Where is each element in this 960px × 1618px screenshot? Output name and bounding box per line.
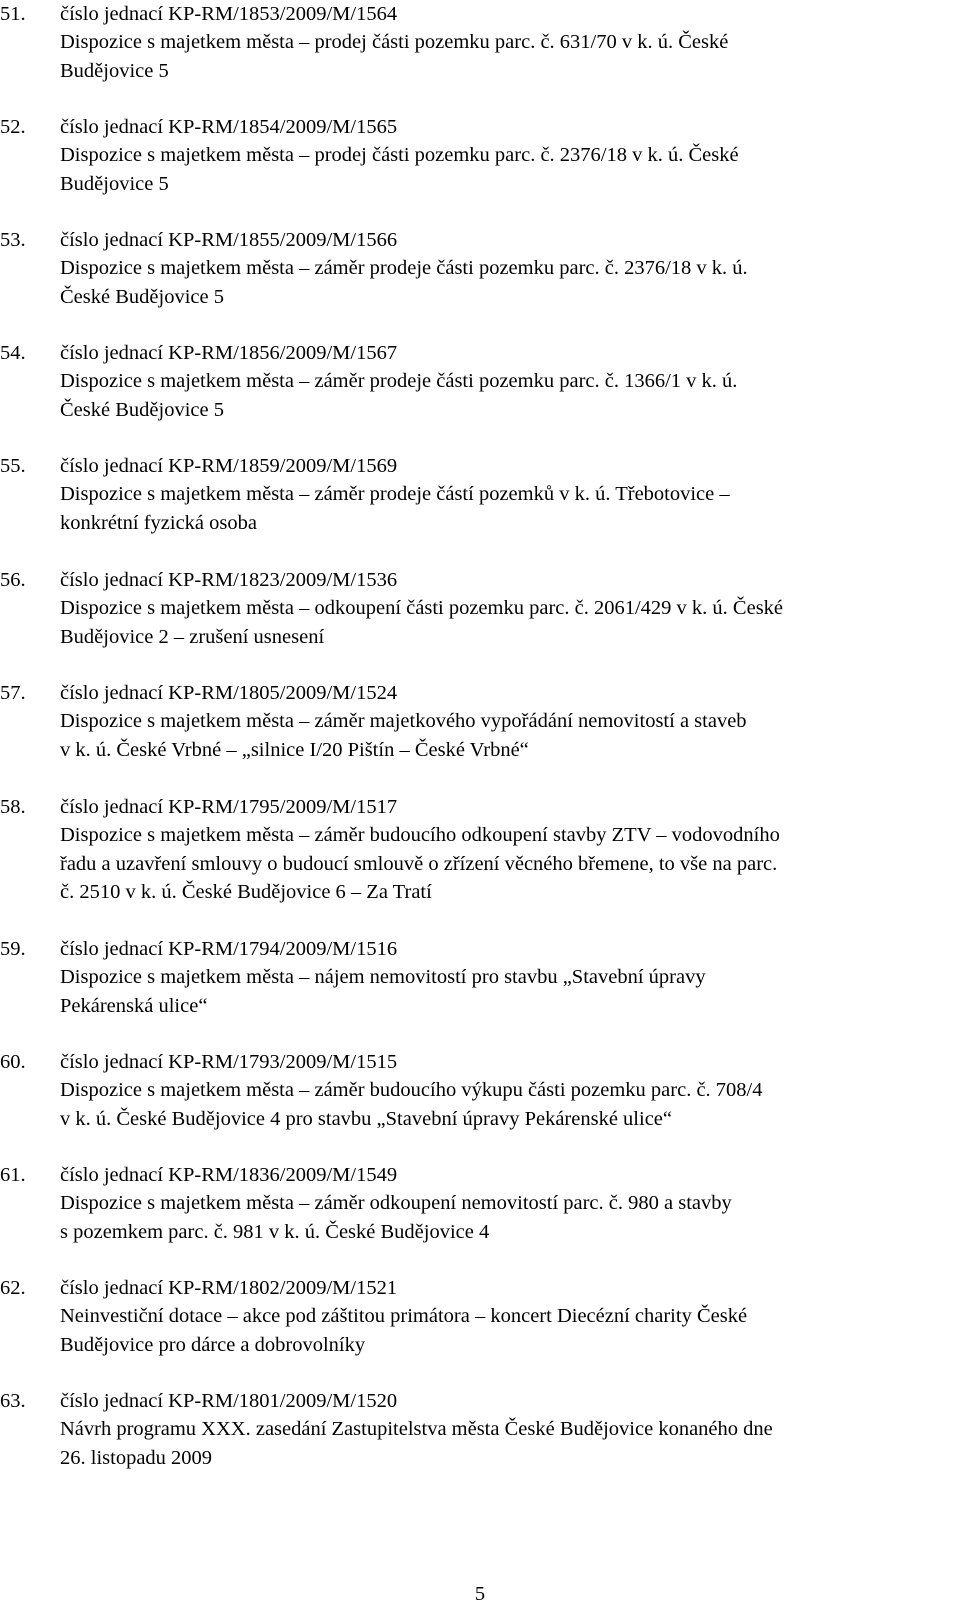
item-body bbox=[60, 1387, 944, 1472]
item-number: 58. bbox=[0, 796, 26, 818]
item-number: 61. bbox=[0, 1164, 26, 1186]
item-title-line: Dispozice s majetkem města – záměr odkoupení nemovitostí parc. č. 980 a stavby bbox=[60, 1192, 732, 1215]
item-title-line: Budějovice pro dárce a dobrovolníky bbox=[60, 1333, 366, 1356]
item-number: 53. bbox=[0, 229, 26, 251]
item-reference: číslo jednací KP-RM/1801/2009/M/1520 bbox=[60, 1390, 398, 1412]
item-title-line: Dispozice s majetkem města – nájem nemovitostí pro stavbu „Stavební úpravy bbox=[60, 966, 706, 989]
item-title-line: Dispozice s majetkem města – záměr prodeje části pozemku parc. č. 1366/1 v k. ú. bbox=[60, 370, 738, 393]
item-number: 62. bbox=[0, 1277, 26, 1299]
item-title-line: Budějovice 5 bbox=[60, 172, 169, 195]
item-reference: číslo jednací KP-RM/1805/2009/M/1524 bbox=[60, 682, 398, 704]
item-number: 55. bbox=[0, 455, 26, 477]
item-title-line: Dispozice s majetkem města – záměr budoucího odkoupení stavby ZTV – vodovodního bbox=[60, 824, 780, 847]
item-title-line: Dispozice s majetkem města – prodej části pozemku parc. č. 2376/18 v k. ú. České bbox=[60, 144, 739, 167]
item-number: 51. bbox=[0, 3, 26, 25]
item-reference: číslo jednací KP-RM/1855/2009/M/1566 bbox=[60, 229, 398, 251]
item-title-line: konkrétní fyzická osoba bbox=[60, 511, 257, 534]
item-reference: číslo jednací KP-RM/1795/2009/M/1517 bbox=[60, 796, 398, 818]
item-number: 60. bbox=[0, 1051, 26, 1073]
item-title-line: č. 2510 v k. ú. České Budějovice 6 – Za Tratí bbox=[60, 880, 432, 903]
item-title-line: Dispozice s majetkem města – záměr majetkového vypořádání nemovitostí a staveb bbox=[60, 710, 747, 733]
item-title-line: Dispozice s majetkem města – záměr budoucího výkupu části pozemku parc. č. 708/4 bbox=[60, 1079, 763, 1102]
item-number: 56. bbox=[0, 569, 26, 591]
item-body bbox=[60, 935, 944, 1020]
item-body bbox=[60, 793, 944, 906]
item-title-line: Pekárenská ulice“ bbox=[60, 994, 208, 1017]
item-reference: číslo jednací KP-RM/1793/2009/M/1515 bbox=[60, 1051, 398, 1073]
item-body bbox=[60, 679, 944, 764]
item-title-line: Budějovice 2 – zrušení usnesení bbox=[60, 625, 325, 648]
item-reference: číslo jednací KP-RM/1794/2009/M/1516 bbox=[60, 938, 398, 960]
item-title-line: s pozemkem parc. č. 981 v k. ú. České Budějovice 4 bbox=[60, 1220, 490, 1243]
item-body bbox=[60, 1048, 944, 1133]
item-title-line: 26. listopadu 2009 bbox=[60, 1446, 213, 1469]
item-number: 57. bbox=[0, 682, 26, 704]
item-reference: číslo jednací KP-RM/1854/2009/M/1565 bbox=[60, 116, 398, 138]
item-title-line: v k. ú. České Vrbné – „silnice I/20 Pištín – České Vrbné“ bbox=[60, 738, 529, 761]
page-number: 5 bbox=[474, 1583, 486, 1605]
item-title-line: Budějovice 5 bbox=[60, 59, 169, 82]
item-body bbox=[60, 566, 944, 651]
item-reference: číslo jednací KP-RM/1853/2009/M/1564 bbox=[60, 3, 398, 25]
item-number: 52. bbox=[0, 116, 26, 138]
item-body bbox=[60, 1274, 944, 1359]
item-title-line: v k. ú. České Budějovice 4 pro stavbu „Stavební úpravy Pekárenské ulice“ bbox=[60, 1107, 672, 1130]
item-body bbox=[60, 1161, 944, 1246]
item-number: 59. bbox=[0, 938, 26, 960]
item-number: 63. bbox=[0, 1390, 26, 1412]
item-reference: číslo jednací KP-RM/1823/2009/M/1536 bbox=[60, 569, 398, 591]
item-title-line: Návrh programu XXX. zasedání Zastupitelstva města České Budějovice konaného dne bbox=[60, 1418, 773, 1441]
item-title-line: Dispozice s majetkem města – prodej části pozemku parc. č. 631/70 v k. ú. České bbox=[60, 31, 729, 54]
item-body bbox=[60, 0, 944, 85]
item-reference: číslo jednací KP-RM/1836/2009/M/1549 bbox=[60, 1164, 398, 1186]
item-title-line: řadu a uzavření smlouvy o budoucí smlouvě o zřízení věcného břemene, to vše na parc. bbox=[60, 852, 778, 875]
item-title-line: Neinvestiční dotace – akce pod záštitou primátora – koncert Diecézní charity České bbox=[60, 1305, 748, 1328]
item-reference: číslo jednací KP-RM/1859/2009/M/1569 bbox=[60, 455, 398, 477]
item-title-line: Dispozice s majetkem města – záměr prodeje částí pozemků v k. ú. Třebotovice – bbox=[60, 483, 730, 506]
item-title-line: České Budějovice 5 bbox=[60, 398, 224, 421]
item-reference: číslo jednací KP-RM/1802/2009/M/1521 bbox=[60, 1277, 398, 1299]
item-reference: číslo jednací KP-RM/1856/2009/M/1567 bbox=[60, 342, 398, 364]
item-title-line: Dispozice s majetkem města – odkoupení části pozemku parc. č. 2061/429 v k. ú. České bbox=[60, 597, 784, 620]
item-body bbox=[60, 452, 944, 537]
item-number: 54. bbox=[0, 342, 26, 364]
item-body bbox=[60, 226, 944, 311]
item-body bbox=[60, 339, 944, 424]
item-title-line: České Budějovice 5 bbox=[60, 285, 224, 308]
item-body bbox=[60, 113, 944, 198]
item-title-line: Dispozice s majetkem města – záměr prodeje části pozemku parc. č. 2376/18 v k. ú. bbox=[60, 257, 748, 280]
